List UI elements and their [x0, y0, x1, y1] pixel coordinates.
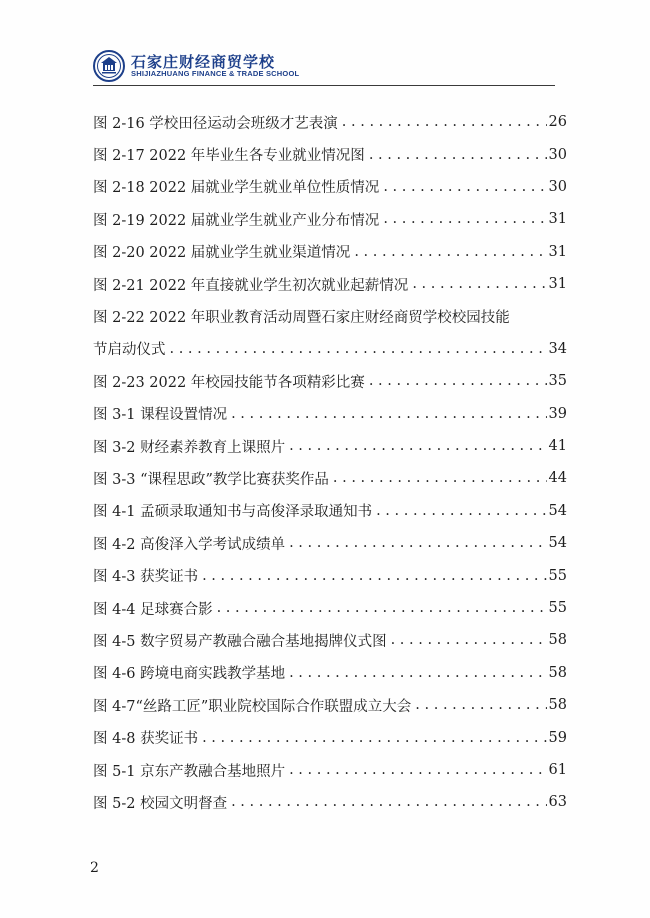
toc-entry-title: 图 4-1 孟硕录取通知书与高俊泽录取通知书	[93, 504, 373, 521]
toc-entry[interactable]	[93, 333, 567, 365]
toc-entry-page: 31	[548, 211, 567, 228]
toc-leader-dots	[391, 632, 547, 648]
toc-entry[interactable]	[93, 398, 567, 430]
toc-leader-dots	[289, 535, 546, 551]
toc-entry-title: 图 4-3 获奖证书	[93, 569, 199, 586]
toc-entry-title: 图 3-3 “课程思政”教学比赛获奖作品	[93, 471, 329, 488]
toc-leader-dots	[412, 276, 546, 292]
toc-leader-dots	[289, 665, 546, 681]
toc-entry-wrapped-line[interactable]	[93, 300, 567, 332]
toc-entry-title: 图 5-1 京东产教融合基地照片	[93, 763, 286, 780]
toc-entry-title: 图 4-8 获奖证书	[93, 731, 199, 748]
toc-entry[interactable]	[93, 171, 567, 203]
toc-entry-title: 图 2-18 2022 届就业学生就业单位性质情况	[93, 180, 380, 197]
toc-entry-page: 31	[548, 276, 567, 293]
toc-entry-page: 55	[548, 567, 567, 584]
toc-entry-page: 26	[548, 114, 567, 131]
toc-entry-page: 55	[548, 600, 567, 617]
toc-leader-dots	[415, 697, 546, 713]
toc-entry-page: 61	[548, 762, 567, 778]
header-divider	[93, 85, 555, 86]
toc-entry-title: 图 4-6 跨境电商实践教学基地	[93, 666, 286, 683]
toc-entry-title: 图 3-1 课程设置情况	[93, 407, 228, 424]
toc-entry-page: 30	[548, 146, 567, 163]
toc-entry-page: 39	[548, 405, 567, 422]
toc-entry[interactable]	[93, 430, 567, 462]
toc-leader-dots	[383, 179, 546, 195]
toc-entry-title: 图 2-23 2022 年校园技能节各项精彩比赛	[93, 374, 365, 391]
toc-entry-page: 58	[548, 664, 567, 681]
toc-entry-title: 图 2-16 学校田径运动会班级才艺表演	[93, 115, 338, 132]
toc-leader-dots	[202, 568, 546, 584]
toc-entry-title: 图 4-4 足球赛合影	[93, 601, 213, 618]
toc-leader-dots	[333, 470, 547, 486]
toc-entry-page: 31	[548, 243, 567, 260]
toc-entry-page: 34	[548, 340, 567, 357]
toc-entry[interactable]	[93, 786, 567, 818]
toc-entry-title: 图 2-20 2022 届就业学生就业渠道情况	[93, 245, 351, 262]
toc-entry-page: 58	[548, 632, 567, 649]
toc-leader-dots	[289, 438, 546, 454]
toc-entry-page: 54	[548, 535, 567, 552]
toc-entry-page: 58	[548, 697, 567, 714]
toc-entry[interactable]	[93, 203, 567, 235]
toc-entry-title: 图 2-21 2022 年直接就业学生初次就业起薪情况	[93, 277, 409, 294]
page-number: 2	[90, 860, 99, 876]
toc-leader-dots	[369, 373, 547, 389]
toc-leader-dots	[231, 406, 546, 422]
toc-entry-page: 30	[548, 178, 567, 195]
toc-entry[interactable]	[93, 106, 567, 138]
toc-entry[interactable]	[93, 268, 567, 300]
toc-leader-dots	[289, 762, 546, 778]
toc-entry-page: 44	[548, 470, 567, 487]
toc-entry[interactable]	[93, 592, 567, 624]
toc-entry-page: 41	[548, 438, 567, 455]
toc-entry[interactable]	[93, 365, 567, 397]
toc-entry-title-line1: 图 2-22 2022 年职业教育活动周暨石家庄财经商贸学校校园技能	[93, 310, 510, 327]
school-name-cn: 石家庄财经商贸学校	[131, 53, 276, 71]
toc-entry-page: 59	[548, 729, 567, 746]
toc-entry-page: 35	[548, 373, 567, 390]
toc-entry[interactable]	[93, 689, 567, 721]
toc-leader-dots	[170, 341, 547, 357]
toc-entry-title: 图 2-17 2022 年毕业生各专业就业情况图	[93, 148, 365, 165]
toc-entry-title: 节启动仪式	[93, 342, 166, 359]
toc-entry-title: 图 3-2 财经素养教育上课照片	[93, 439, 286, 456]
page-header	[93, 50, 555, 84]
toc-entry-page: 63	[548, 794, 567, 811]
toc-entry[interactable]	[93, 462, 567, 494]
toc-entry-title: 图 4-7“丝路工匠”职业院校国际合作联盟成立大会	[93, 698, 412, 715]
toc-entry-title: 图 2-19 2022 届就业学生就业产业分布情况	[93, 212, 380, 229]
toc-leader-dots	[202, 730, 546, 746]
toc-entry-page: 54	[548, 502, 567, 519]
toc-entry[interactable]	[93, 527, 567, 559]
toc-leader-dots	[376, 503, 546, 519]
toc-entry[interactable]	[93, 721, 567, 753]
toc-entry-title: 图 4-5 数字贸易产教融合融合基地揭牌仪式图	[93, 633, 387, 650]
toc-leader-dots	[354, 244, 546, 260]
toc-entry[interactable]	[93, 495, 567, 527]
toc-entry[interactable]	[93, 657, 567, 689]
toc-leader-dots	[217, 600, 547, 616]
toc-entry-title: 图 4-2 高俊泽入学考试成绩单	[93, 536, 286, 553]
toc-leader-dots	[369, 147, 547, 163]
toc-entry-title: 图 5-2 校园文明督查	[93, 795, 228, 812]
school-logo-icon	[93, 50, 125, 82]
toc-leader-dots	[342, 114, 547, 130]
toc-entry[interactable]	[93, 624, 567, 656]
table-of-contents	[93, 106, 567, 819]
toc-leader-dots	[231, 794, 546, 810]
toc-entry[interactable]	[93, 236, 567, 268]
school-name-en: SHIJIAZHUANG FINANCE & TRADE SCHOOL	[131, 69, 300, 78]
toc-entry[interactable]	[93, 559, 567, 591]
toc-leader-dots	[383, 211, 546, 227]
toc-entry[interactable]	[93, 754, 567, 786]
toc-entry[interactable]	[93, 138, 567, 170]
